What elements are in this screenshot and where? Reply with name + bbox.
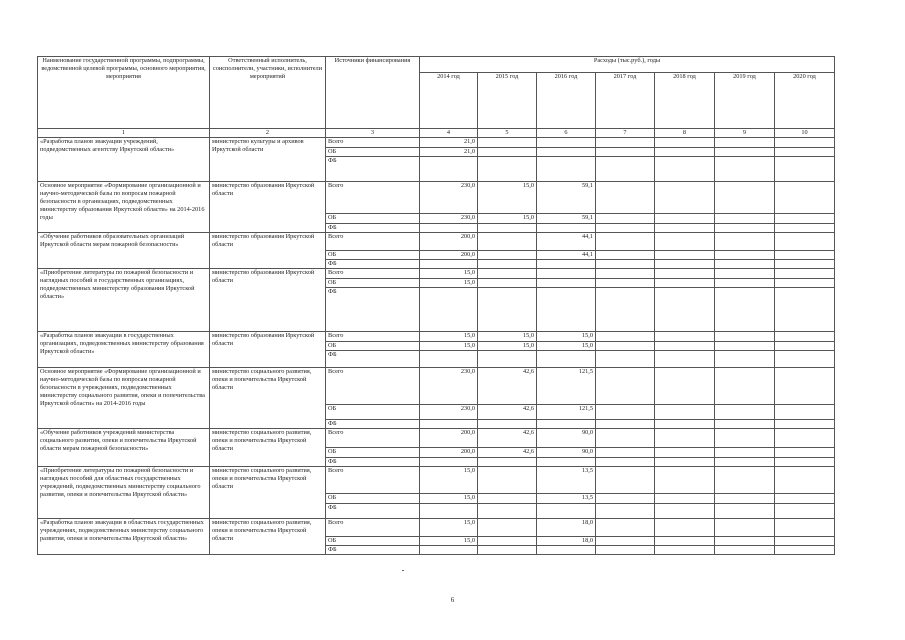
header-responsible-cell: Ответственный исполнитель, соисполнители, участники, исполнители мероприятий <box>210 57 326 129</box>
value-cell <box>655 429 715 448</box>
value-cell <box>655 494 715 504</box>
value-cell: 15,0 <box>420 342 478 351</box>
funding-source-cell: ОБ <box>326 148 420 157</box>
funding-source-cell: Всего <box>326 138 420 148</box>
value-cell <box>715 351 775 368</box>
value-cell <box>715 332 775 342</box>
value-cell <box>478 260 537 269</box>
activity-name-cell: «Обучение работников образовательных организаций Иркутской области мерам пожарной безопасности» <box>38 233 210 269</box>
value-cell: 90,0 <box>537 429 596 448</box>
value-cell <box>715 148 775 157</box>
funding-source-cell: ОБ <box>326 279 420 288</box>
responsible-cell: министерство социального развития, опеки и попечительства Иркутской области <box>210 467 326 519</box>
value-cell: 121,5 <box>537 405 596 420</box>
value-cell: 18,0 <box>537 519 596 537</box>
funding-source-cell: ОБ <box>326 537 420 546</box>
value-cell <box>596 519 655 537</box>
value-cell <box>478 269 537 279</box>
value-cell <box>715 537 775 546</box>
budget-table <box>37 56 835 555</box>
page-number: 6 <box>450 596 455 604</box>
value-cell <box>420 458 478 467</box>
value-cell <box>596 429 655 448</box>
value-cell <box>478 546 537 555</box>
value-cell <box>775 458 835 467</box>
value-cell <box>596 233 655 251</box>
value-cell <box>596 138 655 148</box>
value-cell <box>420 420 478 429</box>
table-row <box>38 138 835 148</box>
value-cell: 230,0 <box>420 182 478 214</box>
table-row <box>38 429 835 448</box>
value-cell <box>537 420 596 429</box>
value-cell <box>655 537 715 546</box>
value-cell <box>420 546 478 555</box>
value-cell: 13,5 <box>537 467 596 494</box>
value-cell <box>420 351 478 368</box>
value-cell <box>775 157 835 182</box>
value-cell <box>655 332 715 342</box>
header-year-cell: 2016 год <box>537 73 596 129</box>
table-row <box>38 332 835 342</box>
column-number-cell: 8 <box>655 129 715 138</box>
funding-source-cell: Всего <box>326 519 420 537</box>
funding-source-cell: Всего <box>326 429 420 448</box>
value-cell <box>715 368 775 405</box>
column-number-cell: 4 <box>420 129 478 138</box>
value-cell: 59,1 <box>537 182 596 214</box>
value-cell <box>655 269 715 279</box>
column-number-cell: 1 <box>38 129 210 138</box>
value-cell <box>715 279 775 288</box>
value-cell <box>715 519 775 537</box>
value-cell <box>715 546 775 555</box>
value-cell <box>655 138 715 148</box>
value-cell <box>420 260 478 269</box>
value-cell <box>775 420 835 429</box>
value-cell <box>775 494 835 504</box>
column-number-cell: 6 <box>537 129 596 138</box>
column-number-cell: 2 <box>210 129 326 138</box>
value-cell <box>715 233 775 251</box>
value-cell <box>537 148 596 157</box>
value-cell <box>478 519 537 537</box>
value-cell <box>596 448 655 458</box>
value-cell <box>478 420 537 429</box>
value-cell: 59,1 <box>537 214 596 224</box>
value-cell <box>775 233 835 251</box>
value-cell <box>775 448 835 458</box>
value-cell <box>596 214 655 224</box>
funding-source-cell: Всего <box>326 269 420 279</box>
value-cell <box>596 494 655 504</box>
funding-source-cell: Всего <box>326 368 420 405</box>
funding-source-cell: ФБ <box>326 288 420 332</box>
value-cell <box>775 519 835 537</box>
responsible-cell: министерство социального развития, опеки и попечительства Иркутской области <box>210 429 326 467</box>
funding-source-cell: ФБ <box>326 224 420 233</box>
value-cell <box>655 351 715 368</box>
value-cell: 15,0 <box>420 537 478 546</box>
scan-mark <box>402 570 404 571</box>
funding-source-cell: Всего <box>326 233 420 251</box>
table-row <box>38 519 835 537</box>
value-cell <box>596 504 655 519</box>
value-cell <box>655 251 715 260</box>
value-cell <box>596 405 655 420</box>
value-cell <box>715 494 775 504</box>
value-cell <box>655 288 715 332</box>
value-cell <box>655 467 715 494</box>
value-cell <box>655 214 715 224</box>
value-cell <box>715 288 775 332</box>
value-cell <box>655 368 715 405</box>
value-cell: 15,0 <box>537 332 596 342</box>
funding-source-cell: ОБ <box>326 251 420 260</box>
value-cell <box>537 546 596 555</box>
value-cell <box>715 251 775 260</box>
activity-name-cell: «Разработка планов эвакуации учреждений, подведомственных агентству Иркутской области» <box>38 138 210 182</box>
funding-source-cell: ОБ <box>326 214 420 224</box>
value-cell <box>655 546 715 555</box>
funding-source-cell: ФБ <box>326 420 420 429</box>
value-cell: 15,0 <box>478 182 537 214</box>
funding-source-cell: ФБ <box>326 458 420 467</box>
value-cell <box>715 458 775 467</box>
value-cell: 15,0 <box>478 332 537 342</box>
value-cell: 15,0 <box>420 269 478 279</box>
value-cell: 15,0 <box>420 332 478 342</box>
header-year-cell: 2017 год <box>596 73 655 129</box>
value-cell <box>655 504 715 519</box>
value-cell <box>655 233 715 251</box>
value-cell <box>715 448 775 458</box>
value-cell <box>596 420 655 429</box>
table-row <box>38 233 835 251</box>
column-number-cell: 9 <box>715 129 775 138</box>
value-cell: 121,5 <box>537 368 596 405</box>
funding-source-cell: ФБ <box>326 260 420 269</box>
funding-source-cell: Всего <box>326 332 420 342</box>
value-cell: 200,0 <box>420 448 478 458</box>
value-cell <box>655 279 715 288</box>
value-cell <box>715 405 775 420</box>
value-cell <box>775 332 835 342</box>
value-cell <box>596 251 655 260</box>
value-cell <box>775 182 835 214</box>
funding-source-cell: Всего <box>326 467 420 494</box>
header-year-cell: 2020 год <box>775 73 835 129</box>
value-cell <box>775 224 835 233</box>
value-cell: 21,0 <box>420 148 478 157</box>
activity-name-cell: «Приобретение литературы по пожарной безопасности и наглядных пособий для областных государственных учреждений, подведомственных министерству социального развития, опеки и попечительства Иркутской области» <box>38 467 210 519</box>
value-cell <box>596 260 655 269</box>
activity-name-cell: Основное мероприятие «Формирование организационной и научно-методической базы по вопросам пожарной безопасности в организациях, подведомственных министерству образования Иркутской области» на 2014-2016 годы <box>38 182 210 233</box>
responsible-cell: министерство образования Иркутской области <box>210 332 326 368</box>
value-cell <box>775 148 835 157</box>
value-cell: 42,6 <box>478 405 537 420</box>
header-expenses-group: Расходы (тыс.руб.), годы <box>420 57 835 73</box>
value-cell <box>478 138 537 148</box>
value-cell: 42,6 <box>478 368 537 405</box>
value-cell <box>775 342 835 351</box>
value-cell <box>655 458 715 467</box>
value-cell <box>715 467 775 494</box>
value-cell: 15,0 <box>478 214 537 224</box>
value-cell <box>655 260 715 269</box>
value-cell <box>596 342 655 351</box>
value-cell <box>775 368 835 405</box>
value-cell <box>715 260 775 269</box>
value-cell: 15,0 <box>420 494 478 504</box>
value-cell <box>420 504 478 519</box>
column-number-cell: 3 <box>326 129 420 138</box>
value-cell <box>537 279 596 288</box>
header-year-cell: 2018 год <box>655 73 715 129</box>
responsible-cell: министерство социального развития, опеки и попечительства Иркутской области <box>210 368 326 429</box>
activity-name-cell: «Разработка планов эвакуации в государственных организациях, подведомственных министерству образования Иркутской области» <box>38 332 210 368</box>
value-cell <box>537 138 596 148</box>
table-row <box>38 467 835 494</box>
value-cell <box>715 342 775 351</box>
value-cell: 200,0 <box>420 429 478 448</box>
value-cell <box>775 351 835 368</box>
value-cell <box>420 157 478 182</box>
value-cell <box>596 279 655 288</box>
value-cell <box>715 224 775 233</box>
value-cell <box>478 233 537 251</box>
value-cell <box>537 260 596 269</box>
value-cell <box>478 504 537 519</box>
responsible-cell: министерство образования Иркутской области <box>210 233 326 269</box>
value-cell: 44,1 <box>537 251 596 260</box>
value-cell <box>596 546 655 555</box>
value-cell <box>775 288 835 332</box>
value-cell <box>537 288 596 332</box>
value-cell <box>655 182 715 214</box>
value-cell <box>596 148 655 157</box>
value-cell <box>655 405 715 420</box>
value-cell: 200,0 <box>420 233 478 251</box>
value-cell <box>655 420 715 429</box>
responsible-cell: министерство социального развития, опеки и попечительства Иркутской области <box>210 519 326 555</box>
value-cell <box>596 224 655 233</box>
table-row <box>38 269 835 279</box>
value-cell <box>596 288 655 332</box>
value-cell <box>420 288 478 332</box>
value-cell <box>537 157 596 182</box>
value-cell <box>775 546 835 555</box>
value-cell <box>478 288 537 332</box>
responsible-cell: министерство образования Иркутской области <box>210 269 326 332</box>
funding-source-cell: ОБ <box>326 342 420 351</box>
value-cell <box>715 157 775 182</box>
value-cell <box>537 458 596 467</box>
value-cell <box>775 138 835 148</box>
value-cell <box>478 351 537 368</box>
funding-source-cell: Всего <box>326 182 420 214</box>
funding-source-cell: ОБ <box>326 405 420 420</box>
value-cell <box>596 458 655 467</box>
value-cell: 230,0 <box>420 405 478 420</box>
value-cell <box>537 351 596 368</box>
value-cell <box>478 458 537 467</box>
value-cell: 13,5 <box>537 494 596 504</box>
value-cell <box>775 260 835 269</box>
value-cell <box>715 214 775 224</box>
value-cell <box>775 279 835 288</box>
value-cell: 90,0 <box>537 448 596 458</box>
value-cell: 200,0 <box>420 251 478 260</box>
value-cell <box>655 448 715 458</box>
value-cell <box>775 504 835 519</box>
value-cell <box>775 405 835 420</box>
value-cell <box>655 519 715 537</box>
value-cell: 18,0 <box>537 537 596 546</box>
value-cell <box>655 148 715 157</box>
funding-source-cell: ФБ <box>326 351 420 368</box>
activity-name-cell: «Разработка планов эвакуации в областных государственных учреждениях, подведомственных министерству социального развития, опеки и попечительства Иркутской области» <box>38 519 210 555</box>
value-cell <box>596 351 655 368</box>
value-cell <box>715 504 775 519</box>
header-name-cell: Наименование государственной программы, подпрограммы, ведомственной целевой программы, основного мероприятия, мероприятия <box>38 57 210 129</box>
value-cell <box>478 494 537 504</box>
value-cell <box>775 467 835 494</box>
header-year-cell: 2015 год <box>478 73 537 129</box>
table-row <box>38 368 835 405</box>
column-number-cell: 5 <box>478 129 537 138</box>
funding-source-cell: ФБ <box>326 504 420 519</box>
activity-name-cell: «Обучение работников учреждений министерства социального развития, опеки и попечительства Иркутской области мерам пожарной безопасности» <box>38 429 210 467</box>
column-number-cell: 10 <box>775 129 835 138</box>
value-cell <box>478 467 537 494</box>
value-cell: 42,6 <box>478 429 537 448</box>
value-cell: 21,0 <box>420 138 478 148</box>
value-cell <box>596 467 655 494</box>
header-source-cell: Источники финансирования <box>326 57 420 129</box>
value-cell <box>655 157 715 182</box>
value-cell <box>478 279 537 288</box>
value-cell: 230,0 <box>420 214 478 224</box>
value-cell: 15,0 <box>420 467 478 494</box>
value-cell: 15,0 <box>478 342 537 351</box>
funding-source-cell: ОБ <box>326 448 420 458</box>
value-cell <box>596 157 655 182</box>
value-cell <box>655 224 715 233</box>
value-cell <box>596 182 655 214</box>
value-cell <box>715 269 775 279</box>
value-cell <box>596 368 655 405</box>
value-cell <box>715 429 775 448</box>
header-year-cell: 2019 год <box>715 73 775 129</box>
value-cell <box>715 182 775 214</box>
value-cell <box>596 332 655 342</box>
value-cell <box>775 214 835 224</box>
header-year-cell: 2014 год <box>420 73 478 129</box>
value-cell <box>537 224 596 233</box>
value-cell <box>420 224 478 233</box>
responsible-cell: министерство культуры и архивов Иркутской области <box>210 138 326 182</box>
column-number-cell: 7 <box>596 129 655 138</box>
funding-source-cell: ФБ <box>326 546 420 555</box>
value-cell <box>478 148 537 157</box>
value-cell <box>537 269 596 279</box>
value-cell: 15,0 <box>537 342 596 351</box>
value-cell: 44,1 <box>537 233 596 251</box>
activity-name-cell: Основное мероприятие «Формирование организационной и научно-методической базы по вопросам пожарной безопасности в учреждениях, подведомственных министерству социального развития, опеки и попечительства Иркутской области» на 2014-2016 годы <box>38 368 210 429</box>
value-cell: 230,0 <box>420 368 478 405</box>
activity-name-cell: «Приобретение литературы по пожарной безопасности и наглядных пособий в государственных организациях, подведомственных министерству образования Иркутской области» <box>38 269 210 332</box>
value-cell <box>478 251 537 260</box>
value-cell <box>655 342 715 351</box>
funding-source-cell: ОБ <box>326 494 420 504</box>
value-cell <box>715 420 775 429</box>
value-cell <box>596 537 655 546</box>
value-cell <box>775 429 835 448</box>
value-cell: 15,0 <box>420 519 478 537</box>
value-cell <box>537 504 596 519</box>
responsible-cell: министерство образования Иркутской области <box>210 182 326 233</box>
value-cell <box>775 269 835 279</box>
value-cell <box>775 251 835 260</box>
value-cell <box>478 224 537 233</box>
value-cell: 42,6 <box>478 448 537 458</box>
value-cell <box>775 537 835 546</box>
value-cell <box>478 537 537 546</box>
funding-source-cell: ФБ <box>326 157 420 182</box>
value-cell <box>715 138 775 148</box>
value-cell <box>478 157 537 182</box>
value-cell <box>596 269 655 279</box>
table-row <box>38 182 835 214</box>
value-cell: 15,0 <box>420 279 478 288</box>
